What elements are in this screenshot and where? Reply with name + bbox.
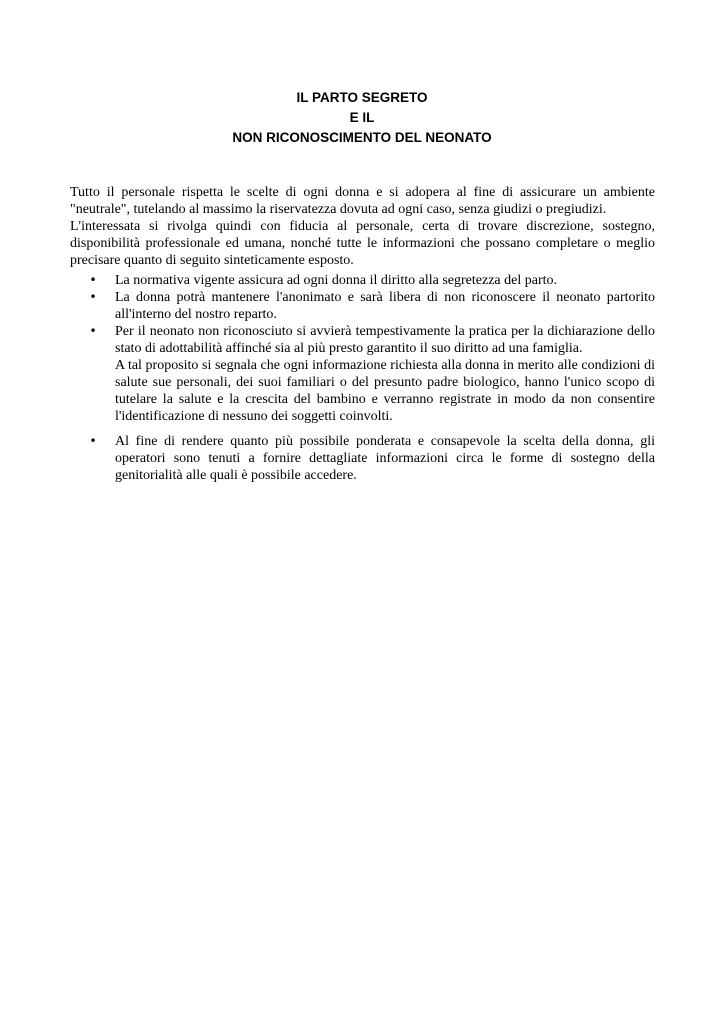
bullet-icon: • <box>89 324 97 338</box>
document-body <box>70 184 655 484</box>
intro-paragraph: Tutto il personale rispetta le scelte di ogni donna e si adopera al fine di assicurare un ambiente "neutrale", tutelando al massimo la riservatezza dovuta ad ogni caso, senza giudizi o pregiudizi. <box>70 185 655 217</box>
title-line-3: NON RICONOSCIMENTO DEL NEONATO <box>232 130 492 145</box>
bullet-icon: • <box>89 290 97 304</box>
bullet-text: Per il neonato non riconosciuto si avvierà tempestivamente la pratica per la dichiarazione dello stato di adottabilità affinché sia al più presto garantito il suo diritto ad una famiglia. <box>115 324 655 356</box>
bullet-list <box>70 272 655 484</box>
list-item <box>70 272 655 289</box>
title-line-1: IL PARTO SEGRETO <box>296 90 428 105</box>
list-item <box>70 433 655 484</box>
document-title <box>0 88 724 148</box>
list-item <box>70 323 655 425</box>
bullet-icon: • <box>89 434 97 448</box>
second-paragraph: L'interessata si rivolga quindi con fiducia al personale, certa di trovare discrezione, sostegno, disponibilità professionale ed umana, nonché tutte le informazioni che possano completare o meglio precisare quanto di seguito sinteticamente esposto. <box>70 219 655 268</box>
bullet-icon: • <box>89 273 97 287</box>
bullet-text: La donna potrà mantenere l'anonimato e sarà libera di non riconoscere il neonato partorito all'interno del nostro reparto. <box>115 290 655 322</box>
list-item <box>70 289 655 323</box>
bullet-continuation-text: A tal proposito si segnala che ogni informazione richiesta alla donna in merito alle condizioni di salute sue personali, dei suoi familiari o del presunto padre biologico, hanno l'unico scopo di tutelare la salute e la crescita del bambino e verranno registrate in modo da non consentire l'identificazione di nessuno dei soggetti coinvolti. <box>115 358 655 424</box>
bullet-text: Al fine di rendere quanto più possibile ponderata e consapevole la scelta della donna, gli operatori sono tenuti a fornire dettagliate informazioni circa le forme di sostegno della genitorialità alle quali è possibile accedere. <box>115 434 655 483</box>
title-line-2: E IL <box>349 110 375 125</box>
bullet-text: La normativa vigente assicura ad ogni donna il diritto alla segretezza del parto. <box>115 273 557 288</box>
